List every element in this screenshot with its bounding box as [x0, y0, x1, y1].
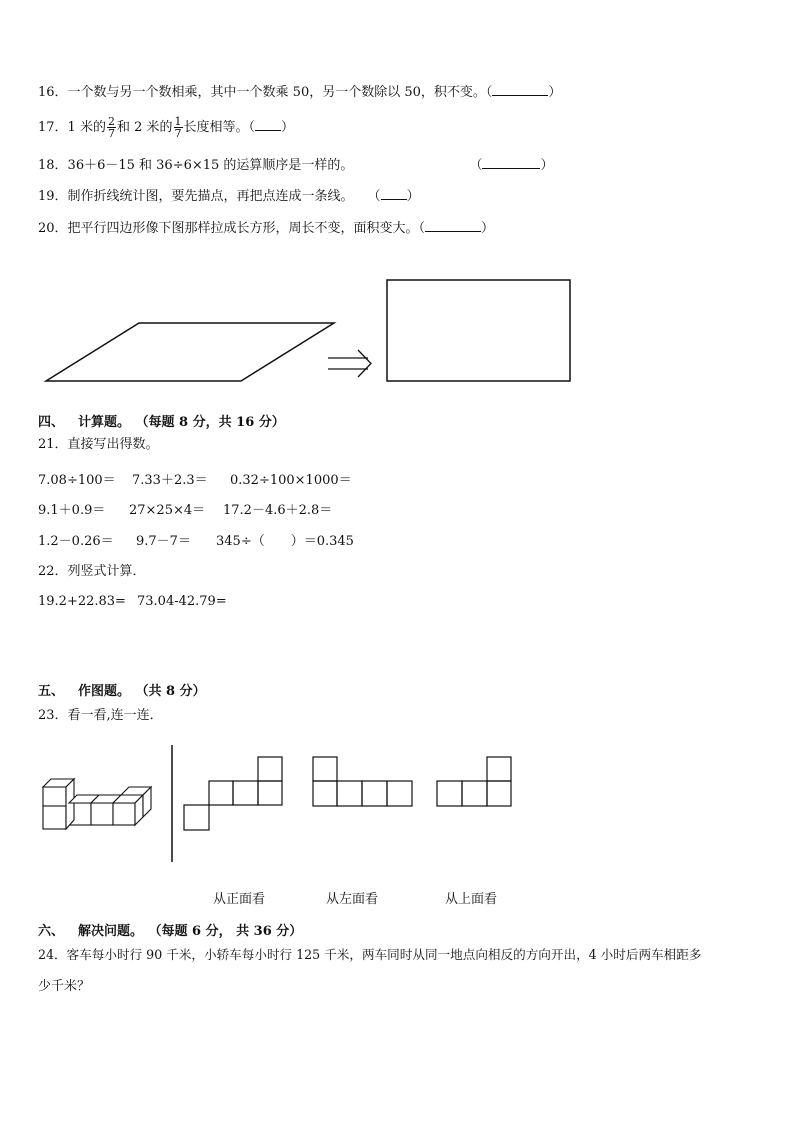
- calc-item: 27×25×4＝: [129, 503, 206, 518]
- question-16: [38, 83, 561, 102]
- question-17-mid: 和 2 米的: [116, 120, 173, 135]
- question-24-line1: 24．客车每小时行 90 千米，小轿车每小时行 125 千米，两车同时从同一地点向相反的方向开出，4 小时后两车相距多: [38, 947, 702, 962]
- fraction-1-7: [174, 116, 183, 139]
- question-17: [38, 116, 294, 139]
- fraction-numerator: 2: [107, 115, 115, 128]
- fraction-denominator: 7: [174, 127, 182, 140]
- question-18: [38, 156, 553, 175]
- section-6-number: 六、: [38, 924, 65, 939]
- view-option-a[interactable]: [184, 757, 282, 830]
- section-5-number: 五、: [38, 684, 65, 699]
- calc-item: 345÷（ ）＝0.345: [216, 534, 354, 549]
- parallelogram-shape: [46, 323, 334, 381]
- calc-item: 7.33＋2.3＝: [132, 473, 208, 488]
- calc-item: 9.1＋0.9＝: [38, 503, 106, 518]
- fraction-2-7: [107, 116, 116, 139]
- view-label-left[interactable]: 从左面看: [326, 892, 379, 907]
- question-17-post: 长度相等。（: [183, 120, 256, 135]
- fraction-denominator: 7: [107, 127, 115, 140]
- question-18-text: 18．36＋6－15 和 36÷6×15 的运算顺序是一样的。: [38, 158, 354, 173]
- section-6-score: （每题 6 分， 共 36 分）: [155, 924, 303, 939]
- question-17-end: ）: [281, 120, 295, 135]
- section-5-heading: [38, 680, 206, 699]
- question-19-text: 19．制作折线统计图，要先描点，再把点连成一条线。: [38, 189, 354, 204]
- calc-item: 9.7－7＝: [136, 534, 191, 549]
- vertical-calc-item: 19.2+22.83=: [38, 594, 126, 609]
- question-22-title: 22．列竖式计算．: [38, 564, 146, 579]
- calc-item: 17.2－4.6＋2.8＝: [223, 503, 333, 518]
- cube-stack-figure: [43, 779, 151, 829]
- view-option-b[interactable]: [313, 757, 412, 806]
- view-label-top[interactable]: 从上面看: [445, 892, 498, 907]
- rectangle-shape: [387, 280, 570, 381]
- question-17-pre: 17．1 米的: [38, 120, 106, 135]
- section-5-title: 作图题。: [78, 684, 131, 699]
- question-21-title: 21．直接写出得数。: [38, 437, 159, 452]
- question-16-end: ）: [548, 85, 562, 100]
- question-20: [38, 219, 494, 238]
- answer-blank-19[interactable]: [381, 187, 407, 200]
- question-20-end: ）: [481, 221, 495, 236]
- answer-blank-17[interactable]: [255, 118, 281, 131]
- calc-item: 1.2－0.26＝: [38, 534, 114, 549]
- question-16-text: 16．一个数与另一个数相乘，其中一个数乘 50，另一个数除以 50，积不变。（: [38, 85, 493, 100]
- section-4-number: 四、: [38, 415, 65, 430]
- section-5-score: （共 8 分）: [142, 684, 206, 699]
- section-6-heading: [38, 920, 302, 939]
- question-19-open: （: [367, 189, 381, 204]
- question-20-text: 20．把平行四边形像下图那样拉成长方形，周长不变，面积变大。（: [38, 221, 426, 236]
- vertical-calc-item: 73.04-42.79=: [137, 594, 227, 609]
- question-24-line2: 少千米？: [38, 979, 91, 994]
- question-19: [38, 187, 420, 206]
- question-18-end: ）: [540, 158, 554, 173]
- fraction-numerator: 1: [174, 115, 182, 128]
- view-label-front[interactable]: 从正面看: [213, 892, 266, 907]
- section-4-score: （每题 8 分，共 16 分）: [142, 415, 285, 430]
- section-6-title: 解决问题。: [78, 924, 144, 939]
- question-18-open: （: [469, 158, 483, 173]
- double-arrow-icon: [328, 350, 371, 377]
- calc-item: 7.08÷100＝: [38, 473, 116, 488]
- answer-blank-20[interactable]: [425, 219, 481, 232]
- calc-item: 0.32÷100×1000＝: [230, 473, 352, 488]
- view-option-c[interactable]: [437, 757, 511, 806]
- answer-blank-18[interactable]: [482, 156, 540, 169]
- question-23-title: 23．看一看,连一连．: [38, 708, 163, 723]
- answer-blank-16[interactable]: [492, 83, 548, 96]
- question-19-end: ）: [406, 189, 420, 204]
- section-4-heading: [38, 411, 285, 430]
- section-4-title: 计算题。: [78, 415, 131, 430]
